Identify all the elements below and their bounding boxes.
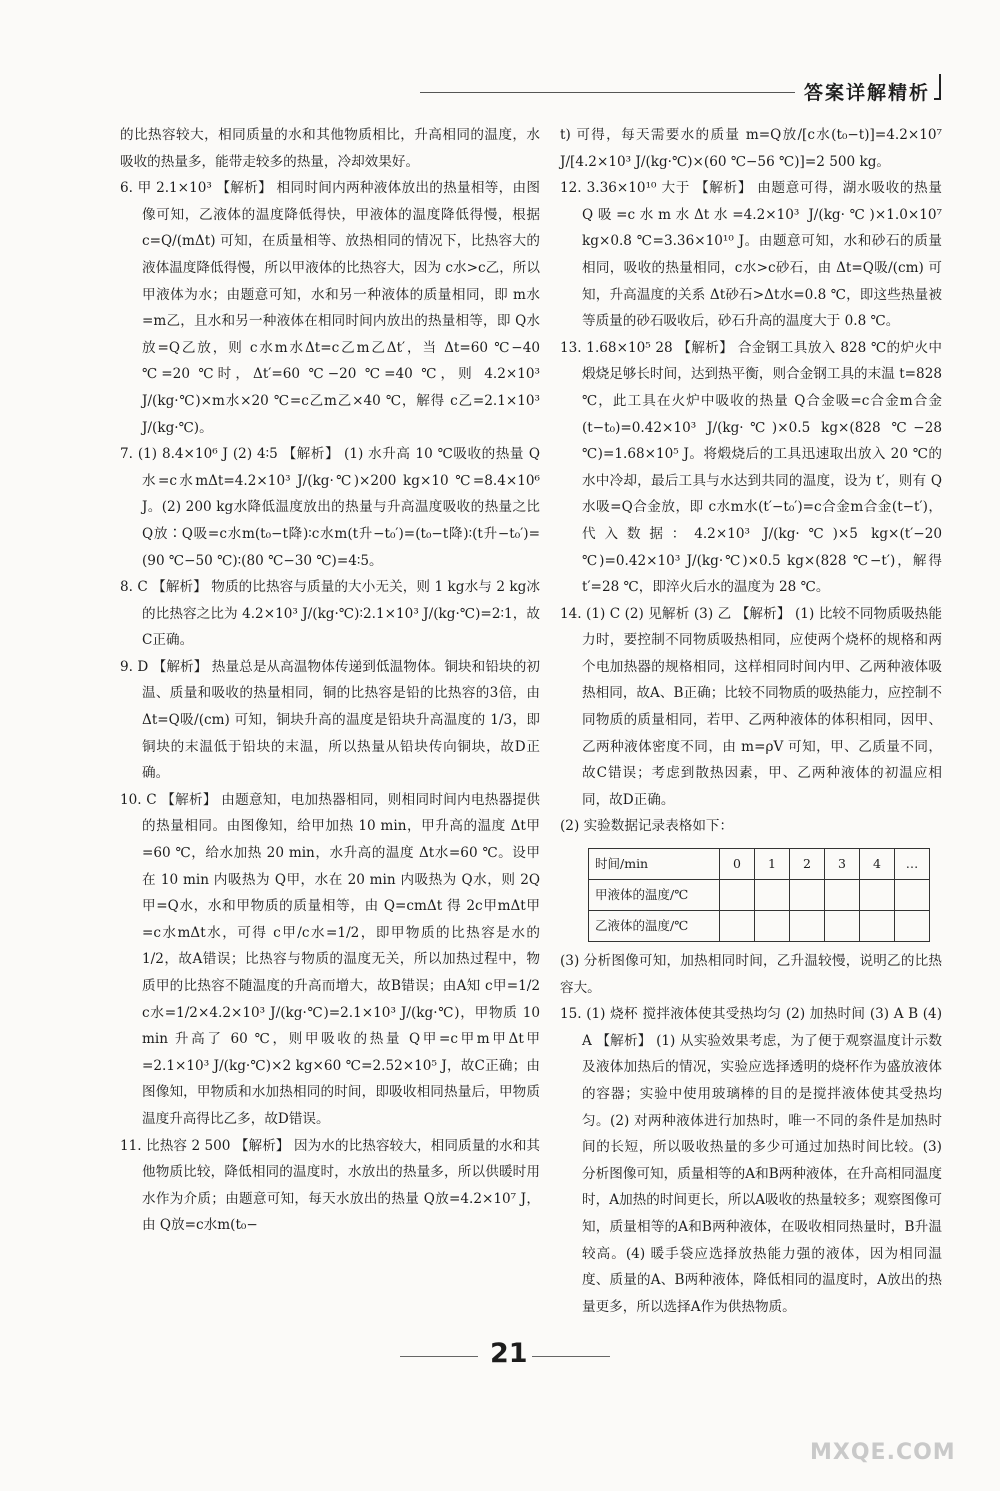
right-column (560, 122, 942, 1320)
table-cell (895, 911, 930, 942)
answer-15: 15. (1) 烧杯 搅拌液体使其受热均匀 (2) 加热时间 (3) A B (4) A 【解析】 (1) 从实验效果考虑，为了便于观察温度计示数及液体加热后的情况，实验应选择透明的烧杯作为盛放液体的容器；实验中使用玻璃棒的目的是搅拌液体使其受热均匀。(2) 对两种液体进行加热时，唯一不同的条件是加热时间的长短，所以吸收热量的多少可通过加热时间比较。(3) 分析图像可知，质量相等的A和B两种液体，在升高相同温度时，A加热的时间更长，所以A吸收的热量较多；观察图像可知，质量相等的A和B两种液体，在吸收相同热量时，B升温较高。(4) 暖手袋应选择放热能力强的液体，因为相同温度、质量的A、B两种液体，降低相同的温度时，A放出的热量更多，所以选择A作为供热物质。 (560, 1006, 942, 1315)
table-cell (755, 911, 790, 942)
answer-13: 13. 1.68×10⁵ 28 【解析】 合金钢工具放入 828 ℃的炉火中煅烧足够长时间，达到热平衡，则合金钢工具的末温 t=828 ℃，此工具在火炉中吸收的热量 Q合金吸=c合金m合金(t−t₀)=0.42×10³ J/(kg·℃)×0.5 kg×(828 ℃−28 ℃)=1.68×10⁵ J。将煅烧后的工具迅速取出放入 20 ℃的水中冷却，最后工具与水达到共同的温度，设为 t′，则有 Q水吸=Q合金放，即 c水m水(t′−t₀′)=c合金m合金(t−t′)，代入数据：4.2×10³ J/(kg·℃)×5 kg×(t′−20 ℃)=0.42×10³ J/(kg·℃)×0.5 kg×(828 ℃−t′)，解得 t′=28 ℃，即淬火后水的温度为 28 ℃。 (560, 339, 942, 596)
answer-12: 12. 3.36×10¹⁰ 大于 【解析】 由题意可得，湖水吸收的热量 Q吸=c水m水Δt水=4.2×10³ J/(kg·℃)×1.0×10⁷ kg×0.8 ℃=3.36×10¹⁰ J。由题意可知，水和砂石的质量相同，吸收的热量相同，c水>c砂石，由 Δt=Q吸/(cm) 可知，升高温度的关系 Δt砂石>Δt水=0.8 ℃，即这些热量被等质量的砂石吸收后，砂石升高的温度大于 0.8 ℃。 (560, 180, 942, 330)
answer-14: 14. (1) C (2) 见解析 (3) 乙 【解析】 (1) 比较不同物质吸热能力时，要控制不同物质吸热相同，应使两个烧杯的规格和两个电加热器的规格相同，这样相同时间内甲、乙两种液体吸热相同，故A、B正确；比较不同物质的吸热能力，应控制不同物质的质量相同，若甲、乙两种液体的体积相同，因甲、乙两种液体密度不同，由 m=ρV 可知，甲、乙质量不同，故C错误；考虑到散热因素，甲、乙两种液体的初温应相同，故D正确。 (560, 605, 942, 808)
table-header-cell: 3 (825, 849, 860, 880)
data-record-table (588, 848, 930, 942)
table-row (589, 880, 930, 911)
table-cell (860, 880, 895, 911)
table-header-cell: 时间/min (589, 849, 720, 880)
table-header-cell: … (895, 849, 930, 880)
table-row (589, 911, 930, 942)
table-cell (790, 880, 825, 911)
answer-8: 8. C 【解析】 物质的比热容与质量的大小无关，则 1 kg水与 2 kg冰的比热容之比为 4.2×10³ J/(kg·℃)∶2.1×10³ J/(kg·℃)=2∶1，故C正确。 (120, 579, 540, 649)
answer-11: 11. 比热容 2 500 【解析】 因为水的比热容较大，相同质量的水和其他物质比较，降低相同的温度时，水放出的热量多，所以供暖时用水作为介质；由题意可知，每天水放出的热量 Q放=4.2×10⁷ J，由 Q放=c水m(t₀− (120, 1137, 540, 1234)
answer-10: 10. C 【解析】 由题意知，电加热器相同，则相同时间内电热器提供的热量相同。由图像知，给甲加热 10 min，甲升高的温度 Δt甲=60 ℃，给水加热 20 min，水升高的温度 Δt水=60 ℃。设甲在 10 min 内吸热为 Q甲，水在 20 min 内吸热为 Q水，则 2Q甲=Q水，水和甲物质的质量相等，由 Q=cmΔt 得 2c甲mΔt甲=c水mΔt水，可得 c甲/c水=1/2，即甲物质的比热容是水的 1/2，故A错误；比热容与物质的温度无关，所以加热过程中，物质甲的比热容不随温度的升高而增大，故B错误；由A知 c甲=1/2 c水=1/2×4.2×10³ J/(kg·℃)=2.1×10³ J/(kg·℃)，甲物质 10 min 升高了 60 ℃，则甲吸收的热量 Q甲=c甲m甲Δt甲=2.1×10³ J/(kg·℃)×2 kg×60 ℃=2.52×10⁵ J，故C正确；由图像知，甲物质和水加热相同的时间，即吸收相同热量后，甲物质温度升高得比乙多，故D错误。 (120, 791, 540, 1127)
answer-14-2: (2) 实验数据记录表格如下： (560, 818, 734, 835)
table-header-row (589, 849, 930, 880)
table-header-cell: 0 (720, 849, 755, 880)
header-rule (420, 92, 795, 93)
table-header-cell: 2 (790, 849, 825, 880)
answer-6: 6. 甲 2.1×10³ 【解析】 相同时间内两种液体放出的热量相等，由图像可知，乙液体的温度降低得快，甲液体的温度降低得慢，根据 c=Q/(mΔt) 可知，在质量相等、放热相同的情况下，比热容大的液体温度降低得慢，所以甲液体的比热容大，因为 c水>c乙，所以甲液体为水；由题意可知，水和另一种液体的质量相同，即 m水=m乙，且水和另一种液体在相同时间内放出的热量相等，即 Q水放=Q乙放，则 c水m水Δt=c乙m乙Δt′，当 Δt=60 ℃−40 ℃=20 ℃时，Δt′=60 ℃−20 ℃=40 ℃，则 4.2×10³ J/(kg·℃)×m水×20 ℃=c乙m乙×40 ℃，解得 c乙=2.1×10³ J/(kg·℃)。 (120, 180, 540, 436)
header-bracket (934, 74, 941, 100)
table-cell (790, 911, 825, 942)
left-column (120, 122, 540, 1239)
table-cell (720, 880, 755, 911)
answer-14-3: (3) 分析图像可知，加热相同时间，乙升温较慢，说明乙的比热容大。 (560, 953, 942, 996)
page-number-rule-right (532, 1356, 610, 1357)
paragraph: t) 可得，每天需要水的质量 m=Q放/[c水(t₀−t)]=4.2×10⁷ J/[4.2×10³ J/(kg·℃)×(60 ℃−56 ℃)]=2 500 kg。 (560, 127, 942, 170)
answer-7: 7. (1) 8.4×10⁶ J (2) 4∶5 【解析】 (1) 水升高 10 ℃吸收的热量 Q水=c水mΔt=4.2×10³ J/(kg·℃)×200 kg×10 ℃=8.4×10⁶ J。(2) 200 kg水降低温度放出的热量与升高温度吸收的热量之比 Q放∶Q吸=c水m(t₀−t降)∶c水m(t升−t₀′)=(t₀−t降)∶(t升−t₀′)=(90 ℃−50 ℃)∶(80 ℃−30 ℃)=4∶5。 (120, 446, 540, 569)
table-header-cell: 1 (755, 849, 790, 880)
table-cell (825, 880, 860, 911)
table-row-label: 甲液体的温度/℃ (589, 880, 720, 911)
paragraph: 的比热容较大，相同质量的水和其他物质相比，升高相同的温度，水吸收的热量多，能带走较多的热量，冷却效果好。 (120, 127, 540, 170)
watermark: MXQE.COM (810, 1440, 956, 1465)
answer-9: 9. D 【解析】 热量总是从高温物体传递到低温物体。铜块和铅块的初温、质量和吸收的热量相同，铜的比热容是铅的比热容的3倍，由 Δt=Q吸/(cm) 可知，铜块升高的温度是铅块升高温度的 1/3，即铜块的末温低于铅块的末温，所以热量从铅块传向铜块，故D正确。 (120, 658, 540, 782)
table-row-label: 乙液体的温度/℃ (589, 911, 720, 942)
table-cell (720, 911, 755, 942)
header-title: 答案详解精析 (804, 82, 931, 104)
table-cell (895, 880, 930, 911)
table-cell (755, 880, 790, 911)
page-number-rule-left (400, 1356, 478, 1357)
table-header-cell: 4 (860, 849, 895, 880)
table-cell (825, 911, 860, 942)
page-number: 21 (490, 1338, 528, 1369)
table-cell (860, 911, 895, 942)
